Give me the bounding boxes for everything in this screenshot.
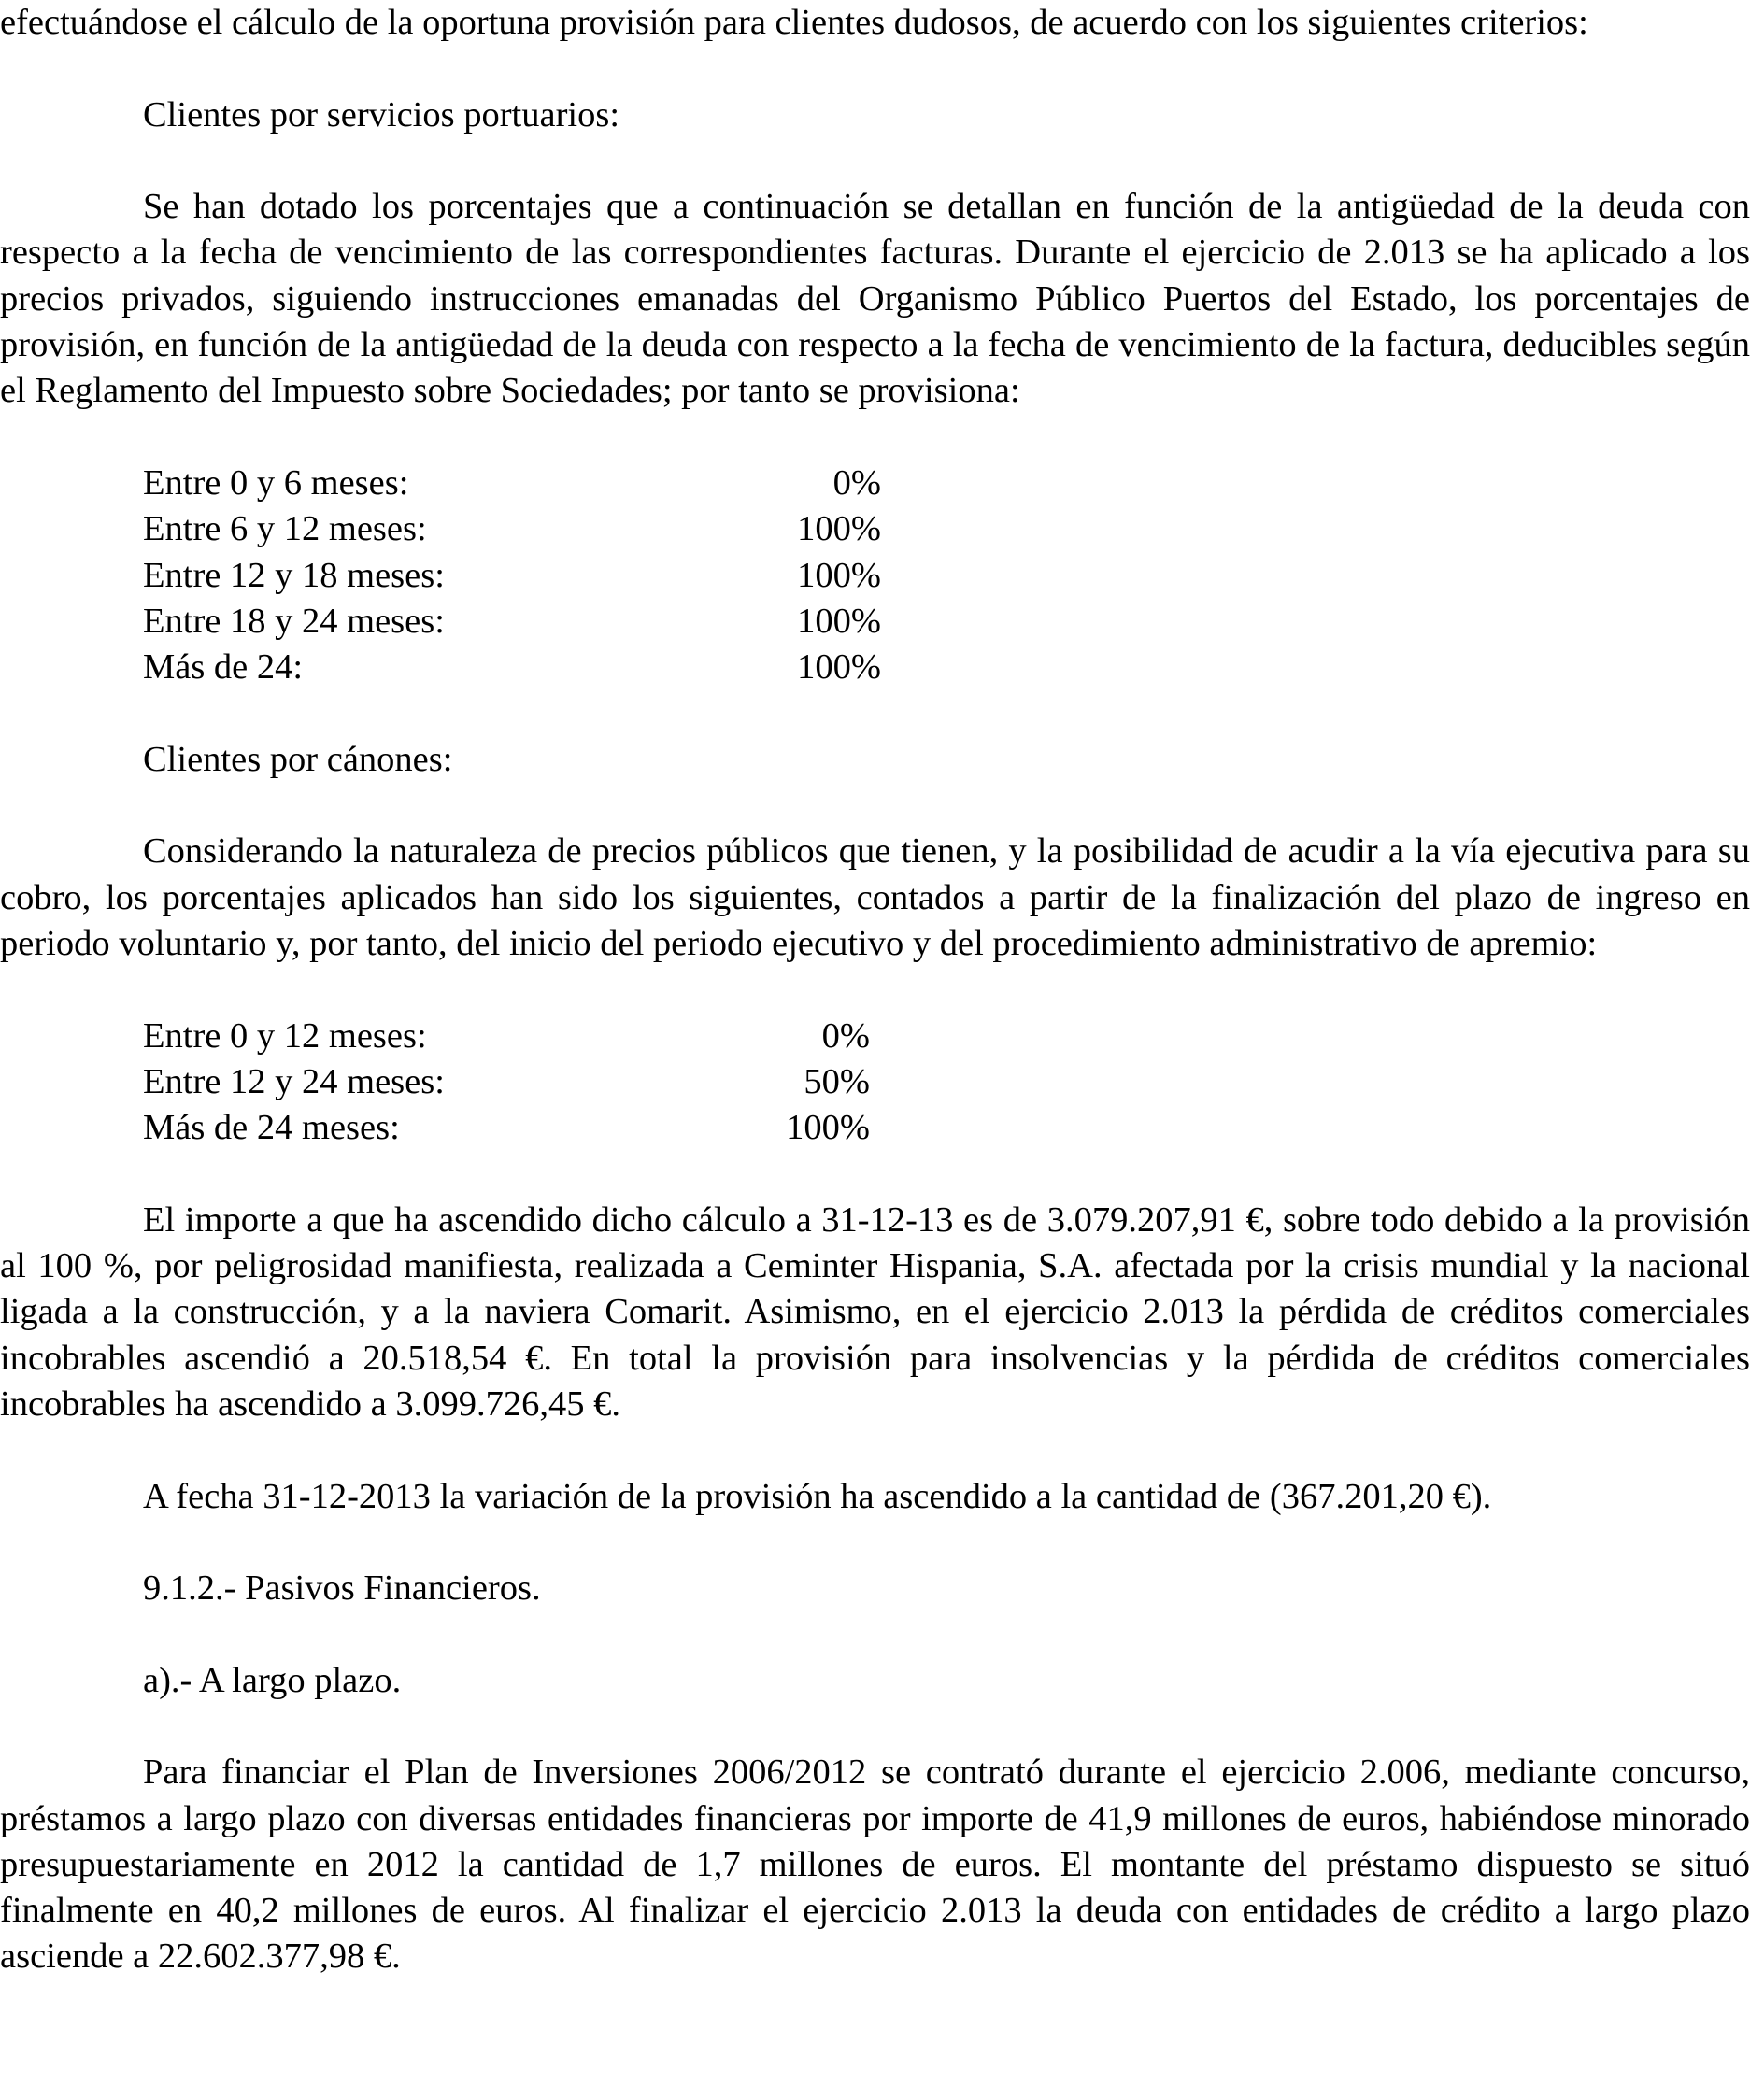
row-label: Entre 18 y 24 meses:	[143, 601, 445, 641]
spacer	[0, 415, 1750, 461]
table-servicios-portuarios	[143, 461, 881, 690]
row-label: Entre 12 y 18 meses:	[143, 555, 445, 595]
spacer	[0, 46, 1750, 92]
row-value: 100%	[797, 601, 881, 641]
row-label: Entre 6 y 12 meses:	[143, 509, 427, 549]
spacer	[0, 1704, 1750, 1750]
paragraph-servicios: Se han dotado los porcentajes que a continuación se detallan en función de la antigüedad de la deuda con respecto a la fecha de vencimiento de las correspondientes facturas. Durante el ejercicio de 2.013 se ha aplicado a los precios privados, siguiendo instrucciones emanadas del Organismo Público Puertos del Estado, los porcentajes de provisión, en función de la antigüedad de la deuda con respecto a la fecha de vencimiento de la factura, deducibles según el Reglamento del Impuesto sobre Sociedades; por tanto se provisiona:	[0, 187, 1750, 411]
heading-servicios-portuarios: Clientes por servicios portuarios:	[143, 94, 620, 135]
paragraph-canones: Considerando la naturaleza de precios públicos que tienen, y la posibilidad de acudir a la vía ejecutiva para su cobro, los porcentajes aplicados han sido los siguientes, contados a partir de la finalización del plazo de ingreso en periodo voluntario y, por tanto, del inicio del periodo ejecutivo y del procedimiento administrativo de apremio:	[0, 831, 1750, 963]
heading-largo-plazo: a).- A largo plazo.	[143, 1660, 402, 1700]
spacer	[0, 967, 1750, 1013]
spacer	[0, 1427, 1750, 1473]
table-row	[143, 645, 881, 690]
row-value: 100%	[786, 1108, 870, 1148]
spacer	[0, 783, 1750, 829]
row-label: Más de 24 meses:	[143, 1108, 400, 1148]
row-label: Más de 24:	[143, 647, 304, 688]
row-label: Entre 0 y 6 meses:	[143, 462, 409, 503]
spacer	[0, 690, 1750, 736]
table-row	[143, 1059, 870, 1105]
row-value: 0%	[832, 462, 881, 503]
table-canones	[143, 1014, 870, 1152]
row-label: Entre 12 y 24 meses:	[143, 1061, 445, 1101]
table-row	[143, 553, 881, 599]
spacer	[0, 1520, 1750, 1566]
row-value: 100%	[797, 555, 881, 595]
table-row	[143, 1105, 870, 1151]
table-row	[143, 506, 881, 552]
row-value: 100%	[797, 647, 881, 688]
table-row	[143, 461, 881, 506]
row-value: 100%	[797, 509, 881, 549]
paragraph-intro: efectuándose el cálculo de la oportuna provisión para clientes dudosos, de acuerdo con los siguientes criterios:	[0, 3, 1588, 42]
heading-canones: Clientes por cánones:	[143, 739, 453, 779]
row-label: Entre 0 y 12 meses:	[143, 1015, 427, 1056]
row-value: 0%	[821, 1015, 870, 1056]
paragraph-variacion: A fecha 31-12-2013 la variación de la provisión ha ascendido a la cantidad de (367.201,20 €).	[143, 1476, 1492, 1516]
heading-pasivos-financieros: 9.1.2.- Pasivos Financieros.	[143, 1568, 541, 1609]
table-row	[143, 599, 881, 645]
spacer	[0, 1611, 1750, 1657]
row-value: 50%	[804, 1061, 870, 1101]
table-row	[143, 1014, 870, 1059]
paragraph-importe: El importe a que ha ascendido dicho cálculo a 31-12-13 es de 3.079.207,91 €, sobre todo debido a la provisión al 100 %, por peligrosidad manifiesta, realizada a Ceminter Hispania, S.A. afectada por la crisis mundial y la nacional ligada a la construcción, y a la naviera Comarit. Asimismo, en el ejercicio 2.013 la pérdida de créditos comerciales incobrables ascendió a 20.518,54 €. En total la provisión para insolvencias y la pérdida de créditos comerciales incobrables ha ascendido a 3.099.726,45 €.	[0, 1199, 1750, 1424]
spacer	[0, 1151, 1750, 1197]
spacer	[0, 138, 1750, 184]
paragraph-plan-inversiones: Para financiar el Plan de Inversiones 2006/2012 se contrató durante el ejercicio 2.006, mediante concurso, préstamos a largo plazo con diversas entidades financieras por importe de 41,9 millones de euros, habiéndose minorado presupuestariamente en 2012 la cantidad de 1,7 millones de euros. El montante del préstamo dispuesto se situó finalmente en 40,2 millones de euros. Al finalizar el ejercicio 2.013 la deuda con entidades de crédito a largo plazo asciende a 22.602.377,98 €.	[0, 1752, 1750, 1977]
